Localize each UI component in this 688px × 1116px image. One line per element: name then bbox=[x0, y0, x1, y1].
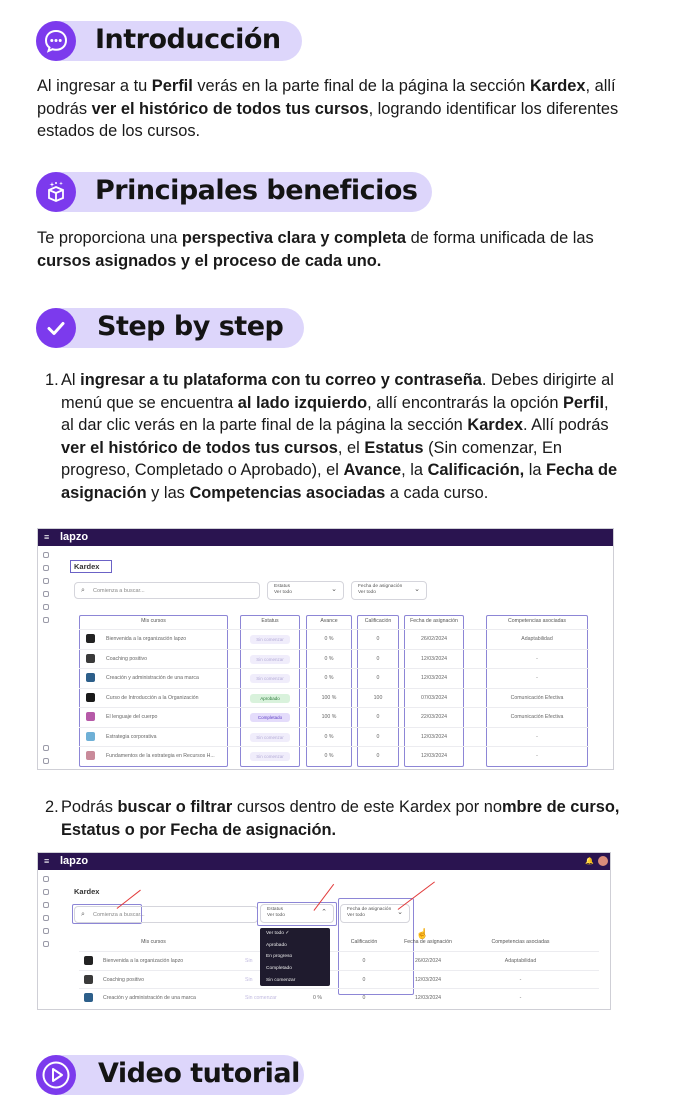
header-grade: Calificación bbox=[364, 618, 392, 624]
text-run: Te proporciona una bbox=[37, 229, 182, 247]
progress-value: 0 % bbox=[313, 995, 322, 1001]
brand-logo: lapzo bbox=[60, 531, 89, 543]
play-icon[interactable] bbox=[40, 1059, 72, 1091]
brand-logo: lapzo bbox=[60, 855, 89, 867]
competency-value: Adaptabilidad bbox=[521, 636, 553, 642]
intro-title: Introducción bbox=[95, 24, 281, 55]
kardex-screenshot-2 bbox=[37, 852, 611, 1010]
grade-value: 0 bbox=[362, 976, 366, 983]
sidebar-user-icon[interactable] bbox=[43, 889, 49, 895]
competency-value: - bbox=[536, 655, 538, 662]
assigned-date: 12/03/2024 bbox=[421, 733, 447, 740]
benefits-icon-circle bbox=[36, 172, 76, 212]
app-navbar bbox=[38, 853, 610, 870]
header-status: Estatus bbox=[261, 618, 279, 624]
competency-value: - bbox=[536, 753, 538, 759]
text-run: , la bbox=[401, 461, 428, 480]
bold-text-run: Competencias asociadas bbox=[189, 483, 386, 502]
table-row-divider bbox=[79, 629, 589, 630]
progress-value: 0 % bbox=[324, 636, 334, 642]
date-filter-value: Ver todo bbox=[347, 913, 365, 918]
status-filter[interactable] bbox=[260, 904, 334, 923]
course-thumbnail bbox=[84, 956, 93, 965]
hamburger-menu-icon[interactable]: ≡ bbox=[44, 532, 50, 542]
course-name[interactable]: Creación y administración de una marca bbox=[106, 675, 199, 681]
status-badge: Sin comenzar bbox=[250, 733, 290, 742]
course-thumbnail bbox=[86, 732, 95, 741]
dropdown-option[interactable]: En progreso bbox=[266, 954, 293, 960]
status-text: Sin bbox=[245, 976, 253, 983]
date-filter-value: Ver todo bbox=[358, 590, 376, 595]
intro-icon-circle bbox=[36, 21, 76, 61]
chevron-down-icon: ⌄ bbox=[397, 909, 403, 916]
kardex-label: Kardex bbox=[74, 887, 100, 896]
steps-icon-circle bbox=[36, 308, 76, 348]
hamburger-menu-icon[interactable]: ≡ bbox=[44, 856, 50, 866]
sidebar-badge-icon[interactable] bbox=[43, 915, 49, 921]
competency-value: Adaptabilidad bbox=[504, 958, 537, 964]
progress-value: 100 % bbox=[321, 694, 337, 701]
bold-text-run: Calificación, bbox=[427, 461, 525, 480]
table-row-divider bbox=[79, 649, 589, 650]
check-icon bbox=[43, 315, 69, 341]
status-filter-label: Estatus bbox=[274, 584, 290, 589]
bold-text-run: ver el histórico de todos tus cursos bbox=[61, 438, 338, 457]
course-thumbnail bbox=[84, 975, 93, 984]
cursor-hand-icon: ☝ bbox=[416, 929, 429, 940]
text-run: verás en la parte final de la página la sección bbox=[192, 77, 530, 95]
status-badge: Sin comenzar bbox=[250, 674, 290, 683]
header-courses: Mis cursos bbox=[141, 939, 166, 945]
text-run: a cada curso. bbox=[385, 483, 489, 502]
bold-text-run: Avance bbox=[343, 461, 402, 480]
step-2 bbox=[45, 796, 625, 841]
course-thumbnail bbox=[84, 993, 93, 1002]
text-run: , logrando identificar los diferentes estados de los cursos. bbox=[37, 99, 619, 140]
competency-value: Comunicación Efectiva bbox=[510, 714, 564, 720]
course-name[interactable]: Bienvenida a la organización lapzo bbox=[103, 958, 184, 964]
intro-paragraph bbox=[37, 75, 627, 143]
search-placeholder: Comienza a buscar... bbox=[93, 588, 145, 594]
grade-value: 0 bbox=[376, 675, 380, 681]
header-competencies: Competencias asociadas bbox=[508, 618, 566, 624]
status-text: Sin bbox=[245, 958, 253, 964]
course-name[interactable]: Creación y administración de una marca bbox=[103, 995, 196, 1001]
table-row-divider bbox=[79, 970, 599, 971]
bold-text-run: buscar o filtrar bbox=[117, 798, 233, 816]
steps-title: Step by step bbox=[97, 311, 284, 342]
sidebar-monitor-icon[interactable] bbox=[43, 902, 49, 908]
dropdown-option[interactable]: Ver todo ✓ bbox=[266, 931, 290, 936]
dropdown-option[interactable]: Completado bbox=[266, 966, 292, 972]
progress-value: 100 % bbox=[321, 714, 337, 720]
header-date: Fecha de asignación bbox=[410, 618, 458, 624]
text-run: y las bbox=[146, 483, 190, 502]
bold-text-run: mbre de curso, Estatus o por Fecha de asignación. bbox=[61, 798, 620, 839]
assigned-date: 07/03/2024 bbox=[421, 694, 447, 701]
assigned-date: 12/03/2024 bbox=[415, 995, 441, 1001]
header-date: Fecha de asignación bbox=[404, 939, 452, 945]
text-run: Al bbox=[61, 371, 81, 389]
text-run: , allí podrás bbox=[37, 77, 616, 118]
status-filter-value: Ver todo bbox=[274, 590, 292, 595]
text-run: , allí encontrarás la opción bbox=[367, 393, 563, 412]
table-row-divider bbox=[79, 951, 599, 952]
text-run: cursos dentro de este Kardex por no bbox=[232, 798, 502, 816]
search-icon: ⌕ bbox=[81, 587, 85, 594]
competency-value: - bbox=[519, 995, 522, 1001]
sidebar-heart-icon[interactable] bbox=[43, 617, 49, 623]
competency-value: - bbox=[536, 733, 538, 740]
chevron-up-icon: ⌃ bbox=[321, 909, 327, 916]
competency-value: - bbox=[536, 675, 538, 681]
grade-value: 0 bbox=[362, 995, 366, 1001]
search-input[interactable] bbox=[74, 906, 258, 923]
header-competencies: Competencias asociadas bbox=[491, 939, 550, 945]
header-courses: Mis cursos bbox=[141, 618, 166, 624]
header-progress: Avance bbox=[320, 618, 338, 624]
grade-value: 0 bbox=[376, 714, 380, 720]
bold-text-run: Kardex bbox=[467, 416, 523, 435]
dropdown-option[interactable]: Aprobado bbox=[266, 942, 287, 948]
text-run: (Sin comenzar, En progreso, Completado o Aprobado), el bbox=[61, 438, 563, 480]
assigned-date: 12/03/2024 bbox=[421, 675, 447, 681]
avatar[interactable] bbox=[598, 856, 608, 866]
course-name[interactable]: Coaching positivo bbox=[106, 655, 147, 662]
bold-text-run: perspectiva clara y completa bbox=[181, 229, 407, 247]
bold-text-run: Kardex bbox=[529, 77, 586, 95]
header-grade: Calificación bbox=[350, 939, 378, 945]
kardex-label: Kardex bbox=[74, 562, 100, 571]
assigned-date: 26/02/2024 bbox=[415, 958, 441, 964]
table-row-divider bbox=[79, 707, 589, 708]
status-filter[interactable] bbox=[267, 581, 344, 600]
table-row-divider bbox=[79, 688, 589, 689]
assigned-date: 12/03/2024 bbox=[421, 753, 447, 759]
sidebar-arrows-icon[interactable] bbox=[43, 928, 49, 934]
status-filter-value: Ver todo bbox=[267, 913, 285, 918]
text-run: Podrás bbox=[61, 798, 118, 816]
assigned-date: 22/03/2024 bbox=[421, 714, 447, 720]
bold-text-run: Perfil bbox=[151, 77, 193, 95]
assigned-date: 26/02/2024 bbox=[421, 636, 447, 642]
status-badge: Sin comenzar bbox=[250, 635, 290, 644]
bold-text-run: ingresar a tu plataforma con tu correo y contraseña bbox=[80, 371, 482, 389]
progress-value: 0 % bbox=[324, 753, 334, 759]
text-run: , el bbox=[337, 438, 365, 457]
date-filter[interactable] bbox=[351, 581, 427, 600]
table-row-divider bbox=[79, 727, 589, 728]
search-icon: ⌕ bbox=[81, 911, 85, 918]
chevron-down-icon: ⌄ bbox=[331, 586, 337, 593]
step-1 bbox=[45, 369, 625, 505]
competency-value: - bbox=[519, 976, 522, 983]
course-thumbnail bbox=[86, 693, 95, 702]
sidebar-arrows-icon[interactable] bbox=[43, 604, 49, 610]
grade-value: 0 bbox=[376, 733, 380, 740]
grade-value: 0 bbox=[376, 753, 380, 759]
status-dropdown-menu bbox=[260, 928, 330, 986]
status-badge: Sin comenzar bbox=[250, 752, 290, 761]
step-1-number: 1. bbox=[45, 371, 59, 389]
table-row-divider bbox=[79, 988, 599, 989]
course-thumbnail bbox=[86, 712, 95, 721]
sidebar-heart-icon[interactable] bbox=[43, 941, 49, 947]
course-thumbnail bbox=[86, 751, 95, 760]
course-name[interactable]: Curso de Introducción a la Organización bbox=[106, 694, 199, 701]
course-thumbnail bbox=[86, 673, 95, 682]
assigned-date: 12/03/2024 bbox=[415, 976, 441, 983]
bold-text-run: Estatus bbox=[364, 438, 424, 457]
course-thumbnail bbox=[86, 654, 95, 663]
bold-text-run: Fecha de asignación bbox=[61, 461, 618, 502]
bold-text-run: Perfil bbox=[563, 393, 604, 412]
table-row-divider bbox=[79, 668, 589, 669]
step-1-text bbox=[61, 369, 625, 505]
status-badge: Sin comenzar bbox=[250, 655, 290, 664]
benefits-title: Principales beneficios bbox=[95, 175, 418, 206]
text-run: . Allí podrás bbox=[522, 416, 609, 435]
chat-bubble-icon bbox=[43, 28, 69, 54]
step-2-number: 2. bbox=[45, 798, 59, 816]
benefits-paragraph bbox=[37, 227, 607, 272]
date-filter-label: Fecha de asignación bbox=[358, 584, 403, 589]
course-name[interactable]: Fundamentos de la estrategia en Recursos H... bbox=[106, 753, 215, 759]
step-2-text bbox=[61, 796, 625, 841]
text-run: la bbox=[524, 461, 547, 480]
text-run: de forma unificada de las bbox=[406, 229, 594, 247]
table-row-divider bbox=[79, 746, 589, 747]
search-input[interactable] bbox=[74, 582, 260, 599]
progress-value: 0 % bbox=[324, 675, 334, 681]
course-thumbnail bbox=[86, 634, 95, 643]
assigned-date: 12/03/2024 bbox=[421, 655, 447, 662]
sidebar-search-icon[interactable] bbox=[43, 552, 49, 558]
sidebar-user-icon[interactable] bbox=[43, 565, 49, 571]
chevron-down-icon: ⌄ bbox=[414, 586, 420, 593]
status-text: Sin comenzar bbox=[245, 995, 277, 1001]
course-name[interactable]: Coaching positivo bbox=[103, 976, 144, 983]
date-filter-label: Fecha de asignación bbox=[347, 907, 392, 912]
progress-value: 0 % bbox=[324, 733, 334, 740]
status-filter-label: Estatus bbox=[267, 907, 283, 912]
course-name[interactable]: El lenguaje del cuerpo bbox=[106, 714, 158, 720]
bold-text-run: al lado izquierdo bbox=[237, 393, 368, 412]
gift-box-icon bbox=[43, 179, 69, 205]
text-run: , al dar clic verás en la parte final de la página la sección bbox=[61, 393, 609, 435]
course-name[interactable]: Estrategia corporativa bbox=[106, 733, 157, 740]
sidebar-gear-icon[interactable] bbox=[43, 758, 49, 764]
bold-text-run: ver el histórico de todos tus cursos bbox=[91, 99, 369, 118]
app-navbar bbox=[38, 529, 613, 546]
grade-value: 0 bbox=[376, 636, 380, 642]
grade-value: 100 bbox=[373, 694, 383, 701]
dropdown-option[interactable]: Sin comenzar bbox=[266, 977, 296, 983]
status-badge: Aprobado bbox=[250, 694, 290, 703]
video-title: Video tutorial bbox=[98, 1058, 300, 1089]
sidebar-monitor-icon[interactable] bbox=[43, 578, 49, 584]
competency-value: Comunicación Efectiva bbox=[510, 694, 564, 701]
bold-text-run: cursos asignados y el proceso de cada uno. bbox=[37, 251, 382, 270]
kardex-screenshot-1 bbox=[37, 528, 614, 770]
text-run: . Debes dirigirte al menú que se encuentra bbox=[61, 371, 614, 412]
sidebar-badge-icon[interactable] bbox=[43, 591, 49, 597]
text-run: Al ingresar a tu bbox=[37, 77, 152, 95]
grade-value: 0 bbox=[362, 958, 366, 964]
search-placeholder: Comienza a buscar... bbox=[93, 912, 145, 918]
sidebar-search-icon[interactable] bbox=[43, 876, 49, 882]
notification-bell-icon[interactable]: 🔔 bbox=[585, 858, 594, 865]
status-badge: Completado bbox=[250, 713, 290, 722]
video-icon-circle bbox=[36, 1055, 76, 1095]
grade-value: 0 bbox=[376, 655, 380, 662]
red-arrow-date bbox=[398, 881, 436, 910]
sidebar-settings-icon[interactable] bbox=[43, 745, 49, 751]
course-name[interactable]: Bienvenida a la organización lapzo bbox=[106, 636, 187, 642]
progress-value: 0 % bbox=[324, 655, 334, 662]
